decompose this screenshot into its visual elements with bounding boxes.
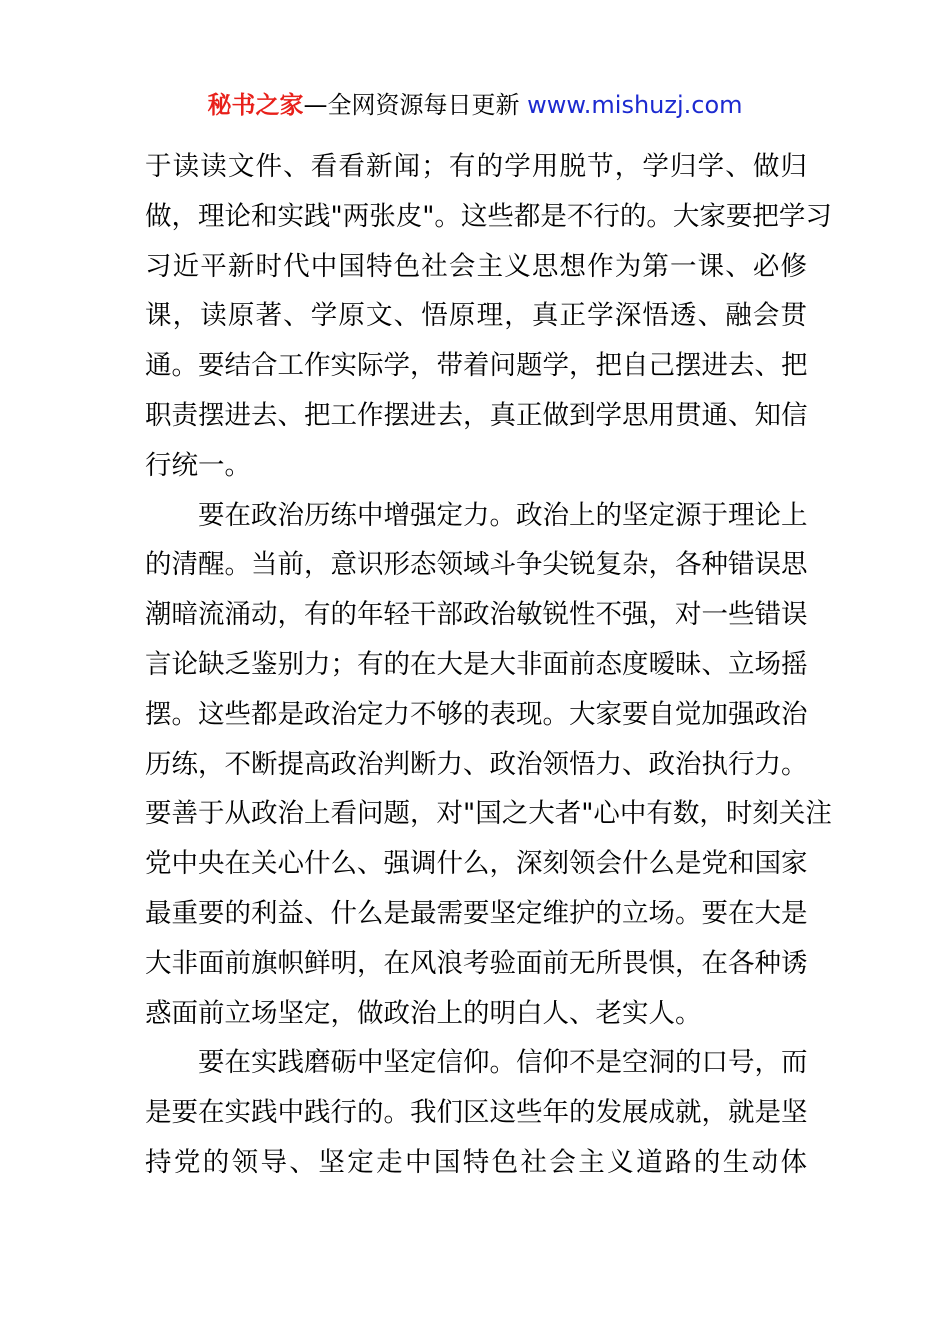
text-line: 的清醒。当前，意识形态领域斗争尖锐复杂，各种错误思: [145, 549, 808, 581]
page-header: [0, 88, 950, 122]
text-line: 要善于从政治上看问题，对"国之大者"心中有数，时刻关注: [145, 798, 832, 830]
text-line: 于读读文件、看看新闻；有的学用脱节，学归学、做归: [145, 151, 807, 182]
text-line: 摆。这些都是政治定力不够的表现。大家要自觉加强政治: [145, 698, 808, 730]
text-line: 习近平新时代中国特色社会主义思想作为第一课、必修: [145, 250, 807, 282]
body-text: [145, 142, 832, 1188]
text-line: 持党的领导、坚定走中国特色社会主义道路的生动体: [145, 1146, 807, 1178]
header-tagline: —全网资源每日更新: [303, 91, 528, 119]
text-line: 行统一。: [145, 449, 251, 481]
text-line: 课，读原著、学原文、悟原理，真正学深悟透、融会贯: [145, 300, 807, 332]
text-line: 做，理论和实践"两张皮"。这些都是不行的。大家要把学习: [145, 200, 832, 232]
text-line: 惑面前立场坚定，做政治上的明白人、老实人。: [145, 997, 702, 1029]
text-line: 要在实践磨砺中坚定信仰。信仰不是空洞的口号，而: [145, 1047, 808, 1079]
text-line: 言论缺乏鉴别力；有的在大是大非面前态度暧昧、立场摇: [145, 648, 808, 680]
header-url[interactable]: www.mishuzj.com: [527, 91, 743, 119]
text-line: 要在政治历练中增强定力。政治上的坚定源于理论上: [145, 499, 808, 531]
text-line: 大非面前旗帜鲜明，在风浪考验面前无所畏惧，在各种诱: [145, 947, 808, 979]
brand-name: 秘书之家: [207, 91, 304, 119]
text-line: 职责摆进去、把工作摆进去，真正做到学思用贯通、知信: [145, 399, 808, 431]
text-line: 通。要结合工作实际学，带着问题学，把自己摆进去、把: [145, 350, 808, 382]
text-line: 党中央在关心什么、强调什么，深刻领会什么是党和国家: [145, 848, 808, 880]
text-line: 最重要的利益、什么是最需要坚定维护的立场。要在大是: [145, 897, 808, 929]
text-line: 潮暗流涌动，有的年轻干部政治敏锐性不强，对一些错误: [145, 599, 808, 631]
text-line: 是要在实践中践行的。我们区这些年的发展成就，就是坚: [145, 1097, 808, 1129]
text-line: 历练，不断提高政治判断力、政治领悟力、政治执行力。: [145, 748, 808, 780]
